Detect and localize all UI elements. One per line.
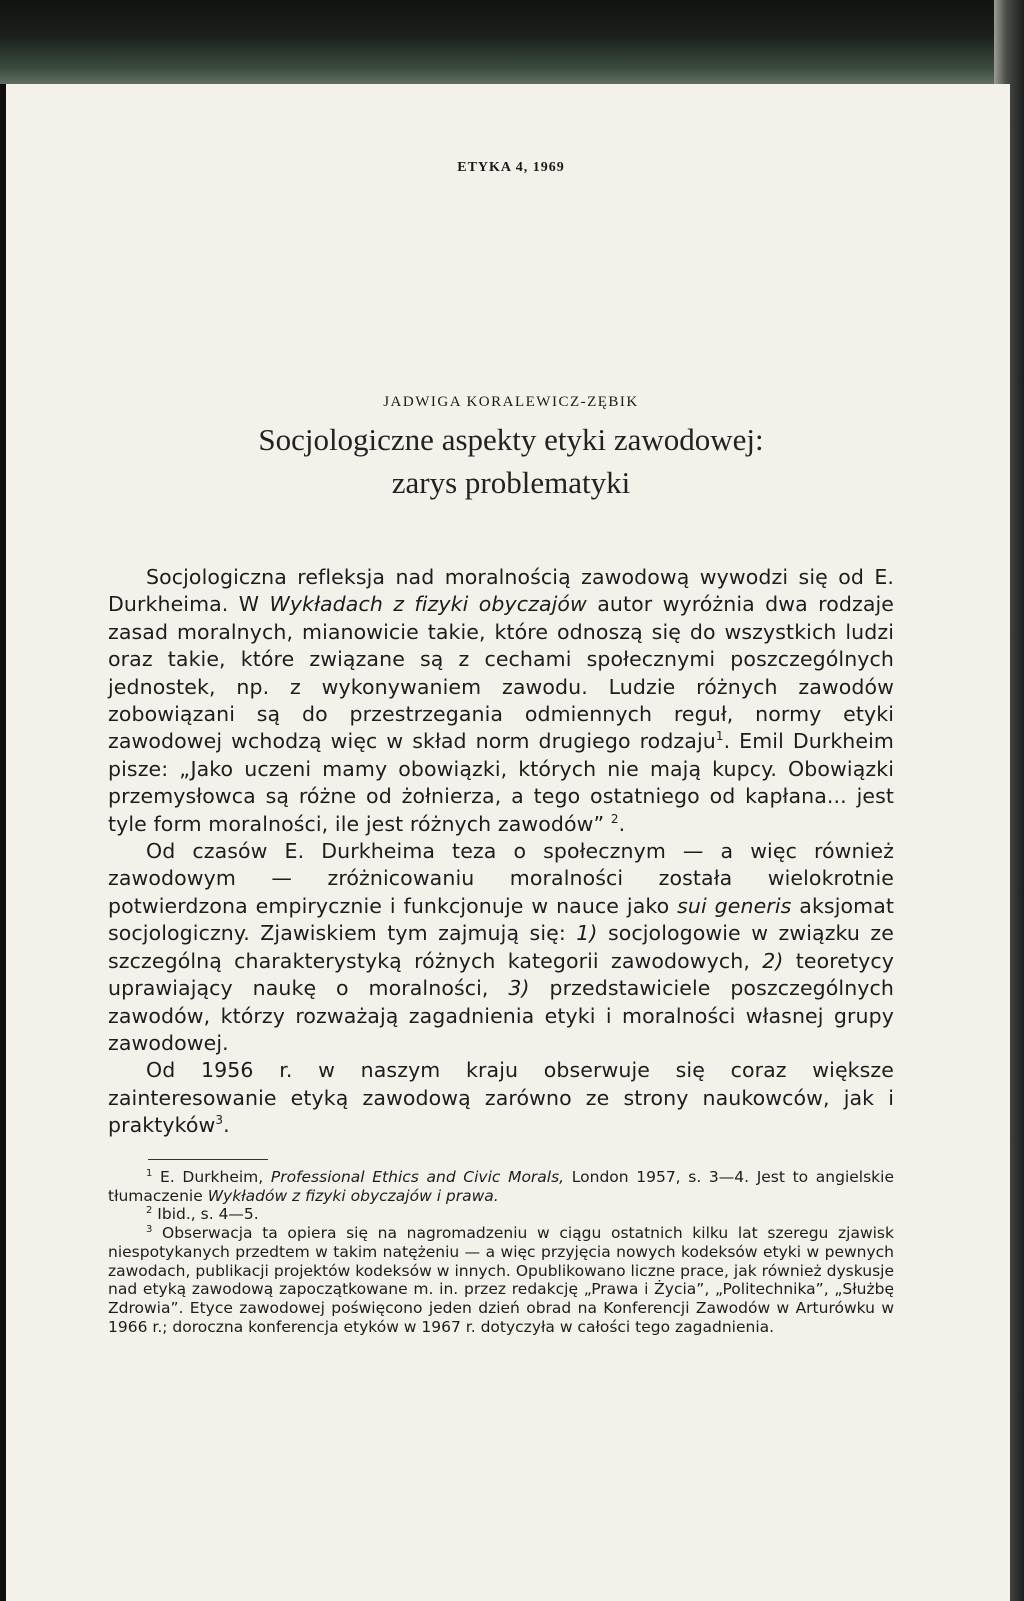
- footnote-1-text-1: E. Durkheim,: [152, 1168, 271, 1186]
- p2-text-1: Od czasów E. Durkheima teza o społecznym — a więc również zawodowym — zróżnicowaniu moralności została wielokrotnie potwierdzona empirycznie i funkcjonuje w nauce jako: [108, 839, 894, 918]
- footnote-1-italic-1: Professional Ethics and Civic Morals,: [270, 1168, 565, 1186]
- p2-italic-3: 2): [762, 948, 784, 973]
- scan-edge-top: [0, 0, 1024, 90]
- p2-italic-4: 3): [508, 976, 530, 1001]
- p1-text-3: . Emil Durkheim pisze: „Jako uczeni mamy obowiązki, których nie mają kupcy. Obowiązki przemysłowca są różne od żołnierza, a tego ostatniego od kapłana... jest tyle form moralności, ile jest różnych zawodów”: [108, 729, 894, 836]
- footnote-ref-1: 1: [715, 729, 724, 744]
- article-body: [108, 564, 894, 1140]
- footnote-separator: [148, 1159, 268, 1160]
- footnote-1-number: 1: [146, 1167, 153, 1179]
- title-line-2: zarys problematyki: [391, 465, 631, 500]
- p1-text-4: .: [618, 811, 626, 836]
- paragraph-1: [108, 564, 894, 838]
- footnote-3: [108, 1224, 894, 1336]
- footnote-ref-2: 2: [610, 811, 619, 826]
- p1-text-2: autor wyróżnia dwa rodzaje zasad moralnych, mianowicie takie, które odnoszą się do wszystkich ludzi oraz takie, które związane są z cechami społecznymi poszczególnych jednostek, np. z wykonywaniem zawodu. Ludzie różnych zawodów zobowiązani są do przestrzegania odmiennych reguł, normy etyki zawodowej wchodzą więc w skład norm drugiego rodzaju: [108, 592, 895, 754]
- p1-italic-title: Wykładach z fizyki obyczajów: [269, 592, 587, 617]
- p2-text-5: przedstawiciele poszczególnych zawodów, którzy rozważają zagadnienia etyki i moralności własnej grupy zawodowej.: [108, 976, 894, 1055]
- document-page: [0, 84, 1010, 1601]
- p2-text-2: aksjomat socjologiczny. Zjawiskiem tym zajmują się:: [108, 893, 895, 946]
- footnotes: [108, 1168, 894, 1336]
- p3-text-2: .: [223, 1113, 230, 1138]
- p3-text-1: Od 1956 r. w naszym kraju obserwuje się coraz większe zainteresowanie etyką zawodową zarówno ze strony naukowców, jak i praktyków: [108, 1058, 894, 1138]
- p1-text-1: Socjologiczna refleksja nad moralnością zawodową wywodzi się od E. Durkheima. W: [108, 565, 894, 617]
- footnote-2-number: 2: [146, 1205, 153, 1217]
- paragraph-2: [108, 838, 894, 1057]
- article-title: [6, 418, 1016, 504]
- footnote-3-text: Obserwacja ta opiera się na nagromadzeniu w ciągu ostatnich kilku lat szeregu zjawisk niespotykanych przedtem w takim natężeniu — a więc przyjęcia nowych kodeksów etyki w pewnych zawodach, publikacji projektów kodeksów w innych. Opublikowano liczne prace, jak również dyskusje nad etyką zawodową zapoczątkowane m. in. przez redakcję „Prawa i Życia”, „Politechnika”, „Służbę Zdrowia”. Etyce zawodowej poświęcono jeden dzień obrad na Konferencji Zawodów w Arturówku w 1966 r.; doroczna konferencja etyków w 1967 r. dotyczyła w całości tego zagadnienia.: [108, 1224, 894, 1336]
- footnote-2: [108, 1205, 894, 1224]
- footnote-3-number: 3: [146, 1223, 153, 1235]
- footnote-ref-3: 3: [215, 1113, 224, 1128]
- title-line-1: Socjologiczne aspekty etyki zawodowej:: [258, 422, 764, 457]
- footnote-1-text-2: London 1957, s. 3—4. Jest to angielskie tłumaczenie: [108, 1168, 895, 1205]
- p2-italic-1: sui generis: [677, 893, 792, 918]
- paragraph-3: [108, 1057, 894, 1139]
- running-head: ETYKA 4, 1969: [457, 160, 565, 175]
- footnote-1-italic-2: Wykładów z fizyki obyczajów i prawa.: [207, 1186, 499, 1205]
- p2-text-3: socjologowie w związku ze szczególną charakterystyką różnych kategorii zawodowych,: [108, 921, 894, 973]
- author-name: JADWIGA KORALEWICZ-ZĘBIK: [383, 394, 639, 410]
- footnote-2-text: Ibid., s. 4—5.: [152, 1205, 259, 1224]
- footnote-1: [108, 1168, 894, 1205]
- p2-italic-2: 1): [576, 921, 598, 946]
- p2-text-4: teoretycy uprawiający naukę o moralności,: [108, 948, 894, 1001]
